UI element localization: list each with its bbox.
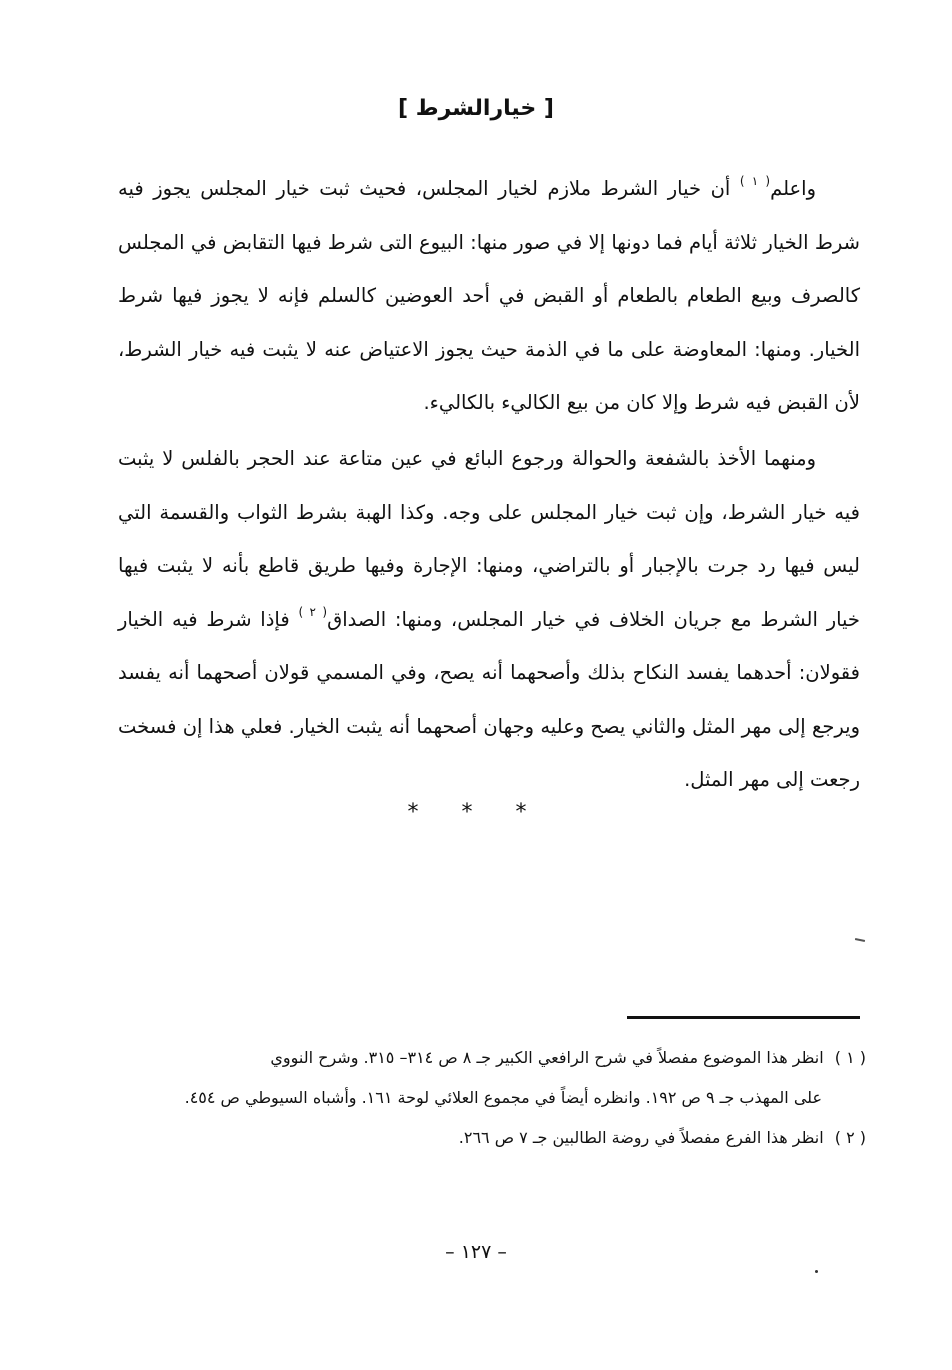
footnote-1-continuation: على المهذب جـ ٩ ص ١٩٢. وانظره أيضاً في مجموع العلائي لوحة ١٦١. وأشباه السيوطي ص ٤٥٤. — [184, 1088, 822, 1107]
paragraph-1 — [118, 162, 860, 430]
page-number: – ١٢٧ – — [445, 1241, 507, 1263]
paragraph-2-after: فإذا شرط فيه الخيار فقولان: أحدهما يفسد النكاح بذلك وأصحهما أنه يصح، وفي المسمي قولان أصحهما أنه يفسد ويرجع إلى مهر المثل والثاني يصح وعليه وجهان أصحهما أنه يثبت الخيار. فعلي هذا إن فسخت رجعت إلى مهر المثل. — [118, 607, 860, 791]
section-heading: [ خيارالشرط ] — [398, 96, 554, 121]
footnote-2-first-line: انظر هذا الفرع مفصلاً في روضة الطالبين جـ ٧ ص ٢٦٦. — [458, 1128, 824, 1147]
footnote-1-first-line: انظر هذا الموضوع مفصلاً في شرح الرافعي الكبير جـ ٨ ص ٣١٤– ٣١٥. وشرح النووي — [270, 1048, 824, 1067]
footnote-marker-2: ( ٢ ) — [298, 604, 328, 619]
stray-dot — [815, 1270, 818, 1273]
footnotes — [118, 1038, 866, 1158]
paragraph-2-before: ومنهما الأخذ بالشفعة والحوالة ورجوع البائع في عين متاعة عند الحجر بالفلس لا يثبت فيه خيار الشرط، وإن ثبت خيار المجلس على وجه. وكذا الهبة بشرط الثواب والقسمة التي ليس فيها رد جرت بالإجبار أو بالتراضي، ومنها: الإجارة وفيها طريق قاطع بأنه لا يثبت فيها خيار الشرط مع جريان الخلاف في خيار المجلس، ومنها: الصداق — [118, 447, 860, 631]
footnote-divider — [627, 1016, 860, 1019]
stray-mark — [855, 938, 865, 942]
paragraph-1-lead: واعلم — [770, 177, 817, 200]
footnote-2-number: ( ٢ ) — [834, 1128, 866, 1147]
footnote-1 — [118, 1038, 866, 1078]
paragraph-1-text: أن خيار الشرط ملازم لخيار المجلس، فحيث ثبت خيار المجلس يجوز فيه شرط الخيار ثلاثة أيام فما دونها إلا في صور منها: البيوع التى شرط فيها التقابض في المجلس كالصرف وبيع الطعام بالطعام أو القبض في أحد العوضين كالسلم فإنه لا يجوز فيها شرط الخيار. ومنها: المعاوضة على ما في الذمة حيث يجوز الاعتياض عنه لا يثبت فيه خيار الشرط، لأن القبض فيه شرط وإلا كان من بيع الكاليء بالكاليء. — [118, 177, 860, 414]
footnote-2 — [118, 1118, 866, 1158]
paragraph-2 — [118, 432, 860, 807]
section-separator: * * * — [407, 800, 545, 825]
footnote-1-number: ( ١ ) — [834, 1048, 866, 1067]
footnote-marker-1: ( ١ ) — [739, 174, 771, 188]
